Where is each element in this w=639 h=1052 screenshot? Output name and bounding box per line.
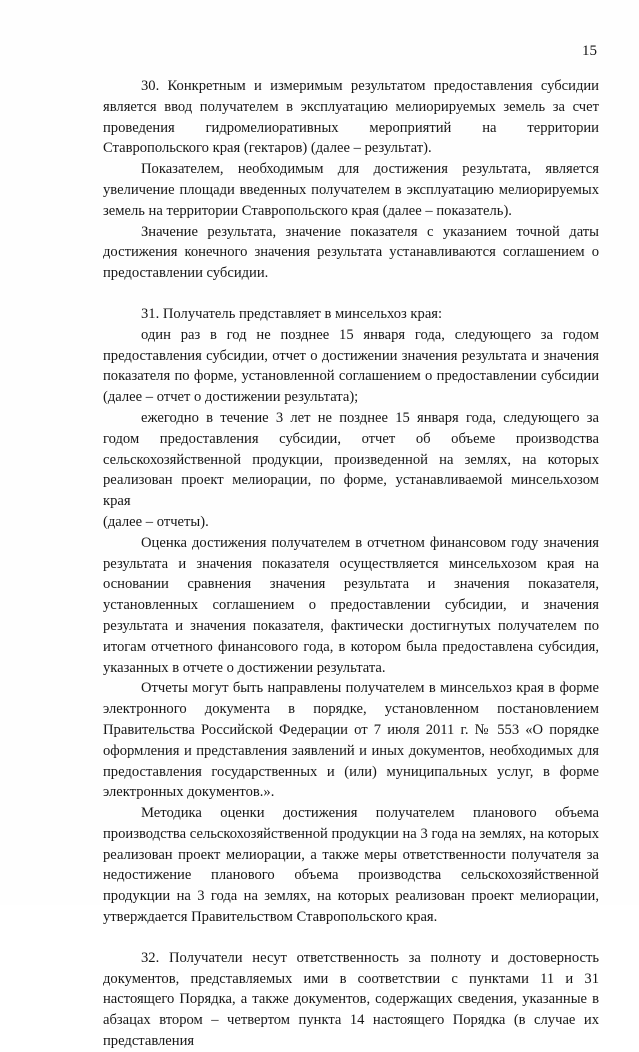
paragraph: 31. Получатель представляет в минсельхоз края:	[141, 305, 443, 322]
document-body	[103, 76, 599, 1052]
paragraph: Значение результата, значение показателя с указанием точной даты достижения конечного значения результата устанавливаются соглашением о предоставлении субсидии.	[103, 223, 599, 282]
paragraph: 32. Получатели несут ответственность за полноту и достоверность документов, представляемых ими в соответствии с пунктами 11 и 31 настоящего Порядка, а также документов, содержащих сведения, указанные в абзацах втором – четвертом пункта 14 настоящего Порядка (в случае их представления	[103, 949, 599, 1050]
paragraph: Методика оценки достижения получателем планового объема производства сельскохозяйственной продукции на 3 года на землях, на которых реализован проект мелиорации, а также меры ответственности получателя за недостижение планового объема производства сельскохозяйственной продукции на 3 года на землях, на которых реализован проект мелиорации, утверждается Правительством Ставропольского края.	[103, 805, 599, 926]
paragraph: Отчеты могут быть направлены получателем в минсельхоз края в форме электронного документа в порядке, установленном постановлением Правительства Российской Федерации от 7 июля 2011 г. № 553 «О порядке оформления и представления заявлений и иных документов, необходимых для предоставления государственных и (или) муниципальных услуг, в форме электронных документов.».	[103, 680, 599, 801]
section-gap	[103, 284, 599, 304]
paragraph: 30. Конкретным и измеримым результатом предоставления субсидии является ввод получателем в эксплуатацию мелиорируемых земель за счет проведения гидромелиоративных мероприятий на территории Ставропольского края (гектаров) (далее – результат).	[103, 78, 599, 157]
paragraph: Оценка достижения получателем в отчетном финансовом году значения результата и значения показателя осуществляется минсельхозом края на основании сравнения значения результата и значения показателя, установленных соглашением о предоставлении субсидии, и значения результата и значения показателя, фактически достигнутых получателем по итогам отчетного финансового года, в котором была предоставлена субсидия, указанных в отчете о достижении результата.	[103, 534, 599, 676]
paragraph: ежегодно в течение 3 лет не позднее 15 января года, следующего за годом предоставления субсидии, отчет об объеме производства сельскохозяйственной продукции, произведенной на землях, на которых реализован проект мелиорации, по форме, устанавливаемой минсельхозом края	[103, 409, 599, 510]
page-number: 15	[582, 43, 597, 59]
section-gap	[103, 928, 599, 948]
paragraph: один раз в год не позднее 15 января года, следующего за годом предоставления субсидии, отчет о достижении значения результата и значения показателя по форме, установленной соглашением о предоставлении субсидии (далее – отчет о достижении результата);	[103, 326, 599, 406]
paragraph: Показателем, необходимым для достижения результата, является увеличение площади введенных получателем в эксплуатацию мелиорируемых земель на территории Ставропольского края (далее – показатель).	[103, 161, 599, 219]
paragraph: (далее – отчеты).	[103, 513, 209, 530]
